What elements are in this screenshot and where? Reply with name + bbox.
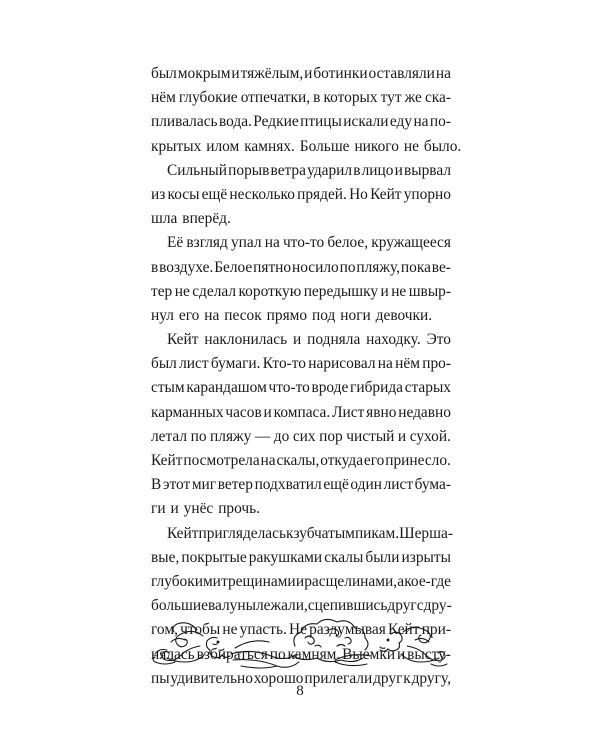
text-line: Сильный порыв ветра ударил в лицо и вырвал xyxy=(167,161,451,179)
text-line: из косы ещё несколько прядей. Но Кейт упорно xyxy=(151,185,451,203)
text-line: вые, покрытые ракушками скалы были изрыты xyxy=(151,548,451,566)
text-line: нялась взбираться по камням. Выемки и высту- xyxy=(151,645,451,663)
text-line: гом, чтобы не упасть. Не раздумывая Кейт при- xyxy=(151,621,451,639)
text-line: нём глубокие отпечатки, в которых тут же ска- xyxy=(151,89,451,107)
text-line: нул его на песок прямо под ноги девочки. xyxy=(151,306,433,324)
text-line: большие валуны лежали, сцепившись друг с дру- xyxy=(151,597,452,615)
text-line: ги и унёс прочь. xyxy=(151,500,261,518)
text-line: карманных часов и компаса. Лист явно недавно xyxy=(151,403,451,421)
text-line: Кейт наклонилась и подняла находку. Это xyxy=(167,331,451,349)
text-line: крытых илом камнях. Больше никого не было. xyxy=(151,137,462,155)
text-line: Кейт пригляделась к зубчатым пикам. Шерша- xyxy=(167,524,453,542)
text-line: Кейт посмотрела на скалы, откуда его принесло. xyxy=(151,452,451,469)
text-line: летал по пляжу — до сих пор чистый и сухой. xyxy=(151,427,451,445)
text-line: в воздухе. Белое пятно носило по пляжу, пока ве- xyxy=(151,258,451,276)
wind-clouds-ornament xyxy=(145,616,457,678)
text-line: Её взгляд упал на что-то белое, кружащееся xyxy=(167,234,451,252)
text-line: пливалась вода. Редкие птицы искали еду на по- xyxy=(151,113,451,131)
text-line: В этот миг ветер подхватил ещё один лист бума- xyxy=(151,476,451,494)
text-line: был мокрым и тяжёлым, и ботинки оставляли на xyxy=(151,65,451,82)
text-line: был лист бумаги. Кто-то нарисовал на нём про- xyxy=(151,355,451,373)
text-line: стым карандашом что-то вроде гибрида старых xyxy=(151,379,451,397)
text-line: глубокими трещинами и расщелинами, а кое-где xyxy=(151,572,451,590)
page-number: 8 xyxy=(296,683,304,699)
text-line: пы удивительно хорошо прилегали друг к другу, xyxy=(151,669,451,687)
body-text xyxy=(151,62,462,691)
text-line: тер не сделал короткую передышку и не швыр- xyxy=(151,282,451,300)
text-line: шла вперёд. xyxy=(151,210,231,228)
